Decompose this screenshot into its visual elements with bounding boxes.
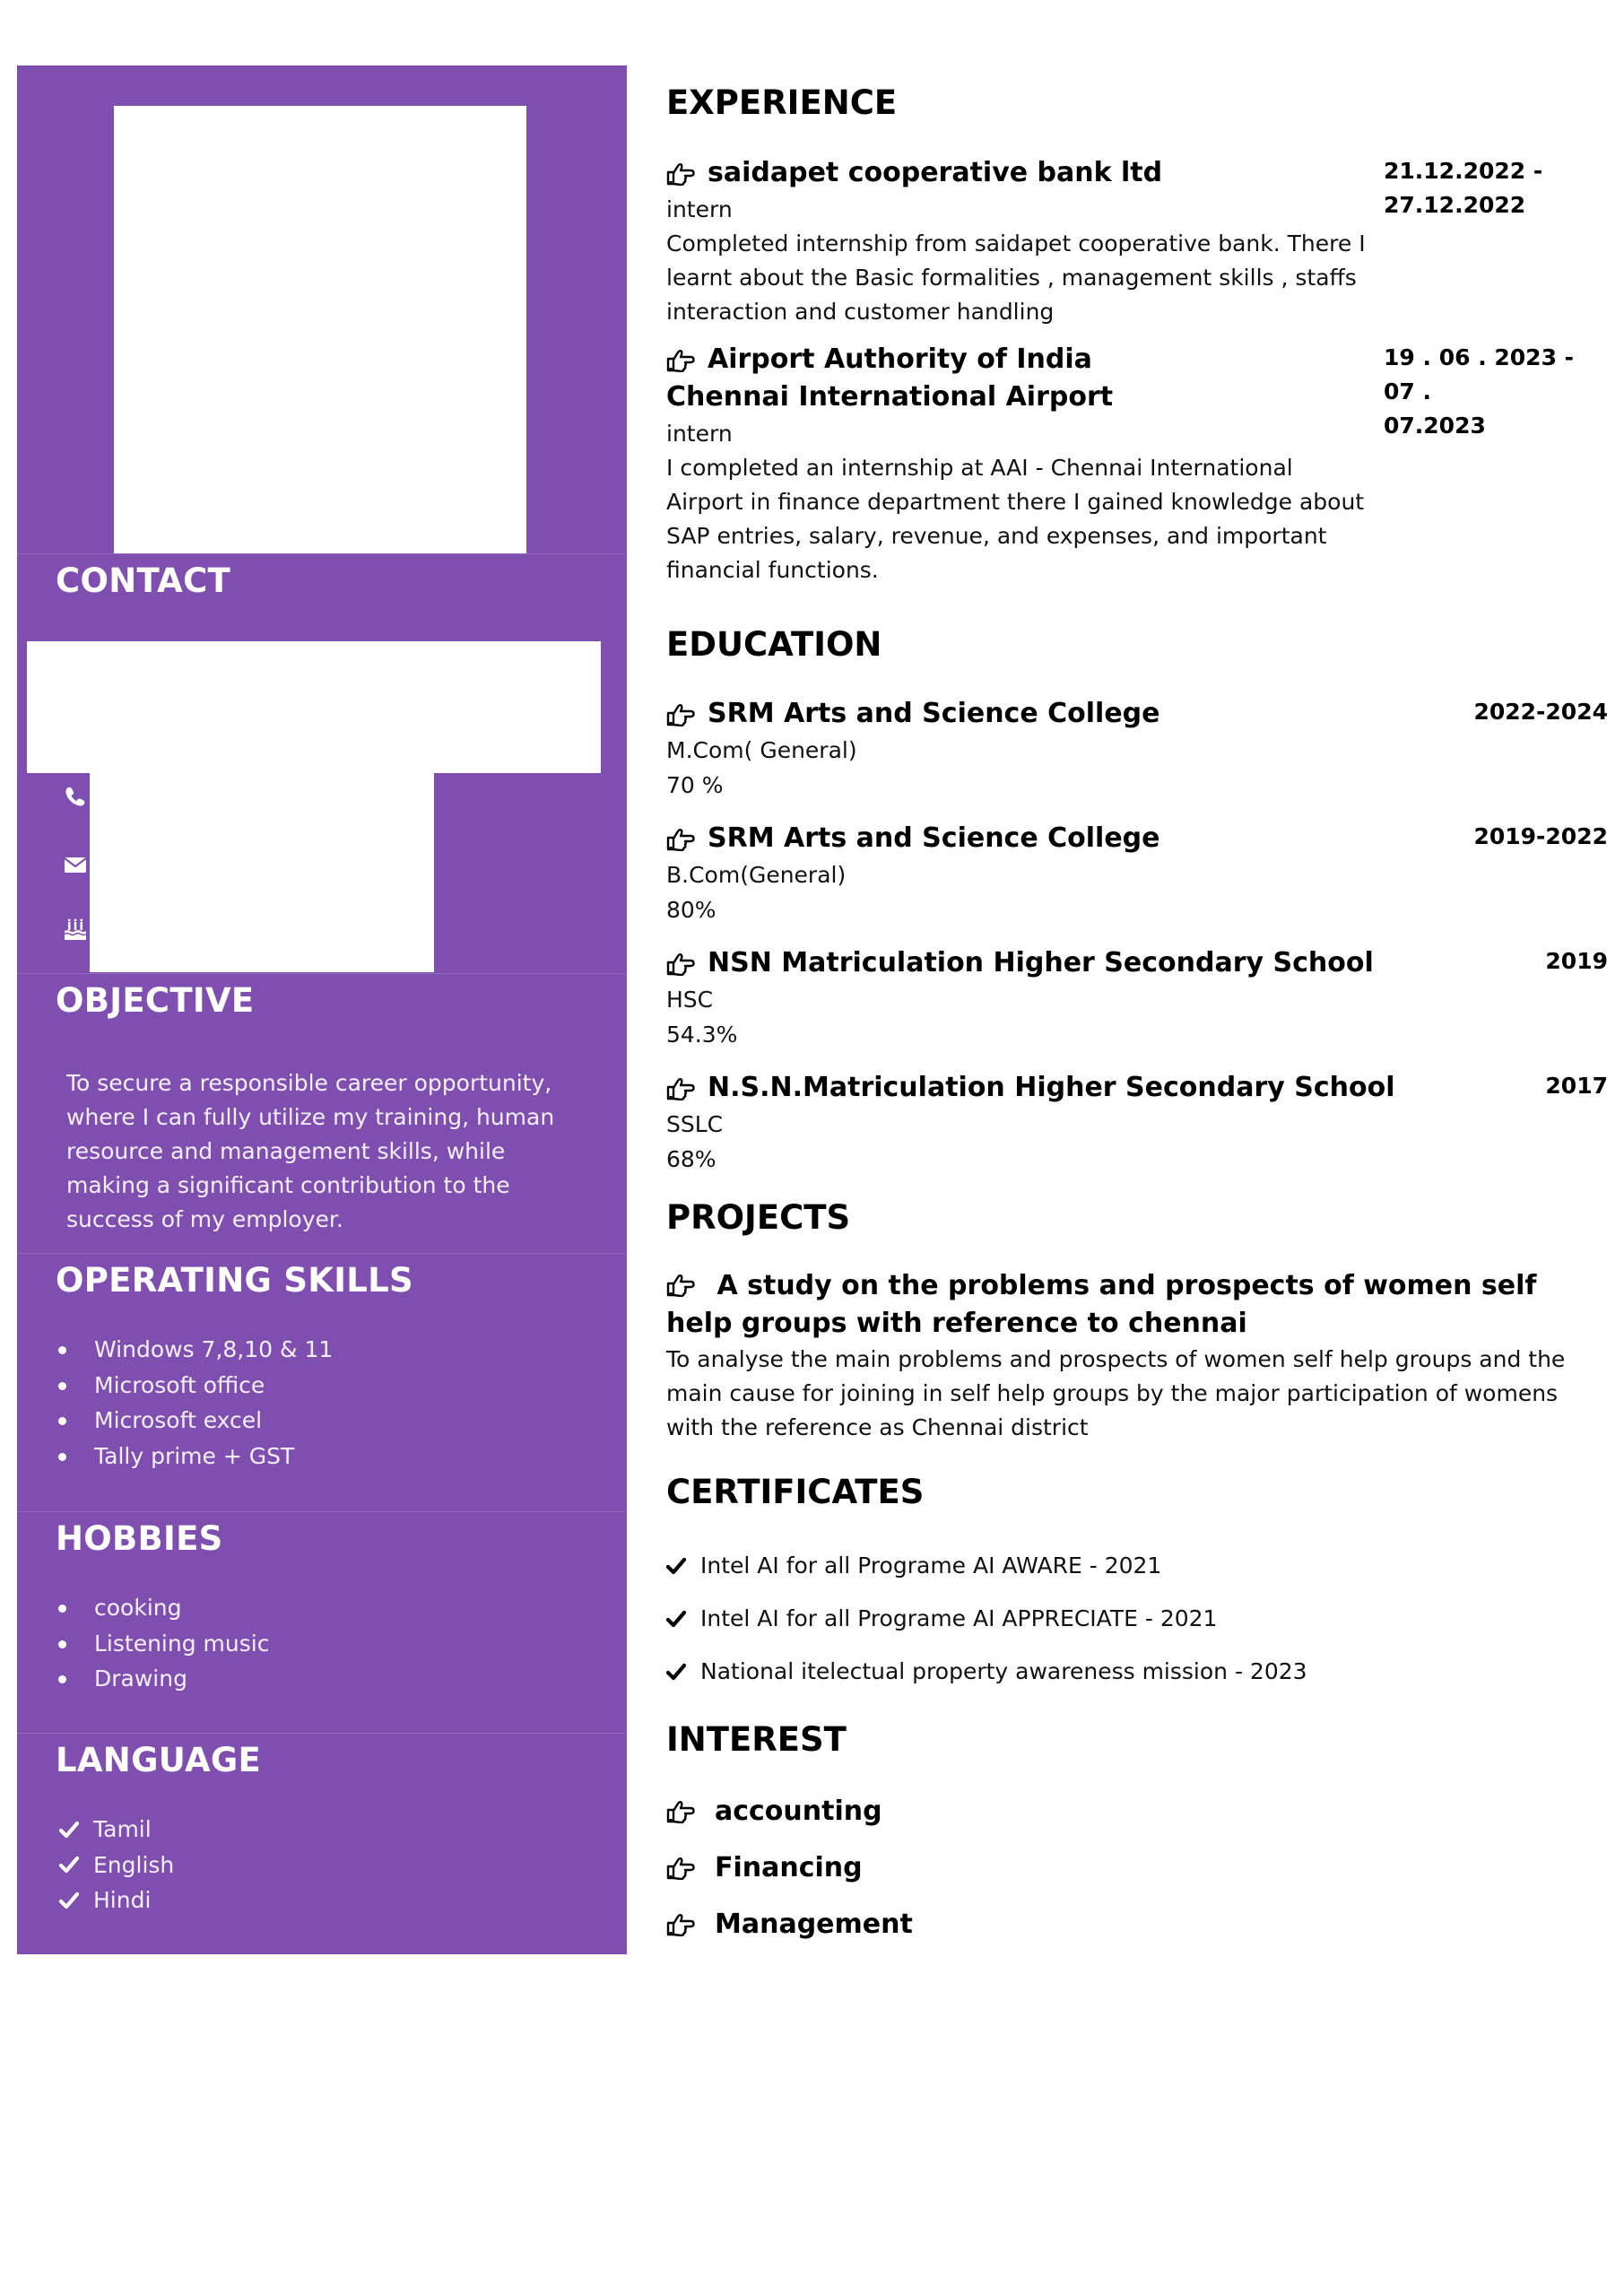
institution-label: SRM Arts and Science College	[708, 822, 1160, 854]
interest-item	[666, 1839, 913, 1896]
education-score: 80%	[666, 897, 716, 923]
divider	[17, 553, 627, 554]
education-degree: SSLC	[666, 1111, 724, 1137]
hobbies-heading: HOBBIES	[56, 1519, 223, 1558]
date-line: 19 . 06 . 2023 - 07 .	[1384, 344, 1575, 404]
check-icon	[666, 1663, 686, 1681]
language-label: Hindi	[93, 1887, 152, 1913]
date-line: 27.12.2022	[1384, 192, 1526, 218]
date-line: 21.12.2022 -	[1384, 158, 1543, 184]
hobbies-list	[56, 1590, 269, 1697]
hand-pointing-right-icon	[666, 1800, 695, 1823]
experience-description: I completed an internship at AAI - Chennai International Airport in finance department there I gained knowledge about SAP entries, salary, revenue, and expenses, and important financial functions.	[666, 455, 1365, 583]
hand-pointing-right-icon	[666, 162, 695, 186]
divider	[17, 973, 627, 974]
projects-heading: PROJECTS	[666, 1198, 851, 1237]
education-institution	[666, 1069, 1608, 1107]
interest-label: Financing	[715, 1852, 863, 1883]
skill-item: Tally prime + GST	[56, 1439, 333, 1474]
interest-list	[666, 1783, 913, 1952]
language-item	[59, 1848, 174, 1883]
experience-item	[666, 154, 1608, 329]
language-item	[59, 1883, 174, 1918]
experience-org	[666, 341, 1375, 378]
education-heading: EDUCATION	[666, 625, 882, 664]
envelope-icon	[64, 853, 87, 876]
skill-item: Microsoft excel	[56, 1403, 333, 1439]
contact-values-redacted	[90, 773, 434, 972]
education-institution	[666, 695, 1608, 733]
operating-skills-list	[56, 1332, 333, 1474]
check-icon	[59, 1892, 79, 1909]
experience-heading: EXPERIENCE	[666, 83, 898, 122]
institution-label: N.S.N.Matriculation Higher Secondary School	[708, 1072, 1395, 1103]
hand-pointing-right-icon	[666, 952, 695, 976]
institution-label: SRM Arts and Science College	[708, 698, 1160, 729]
education-score: 70 %	[666, 772, 724, 798]
check-icon	[666, 1557, 686, 1575]
hand-pointing-right-icon	[666, 1857, 695, 1880]
education-years: 2017	[1545, 1073, 1608, 1099]
experience-item	[666, 341, 1608, 587]
project-item	[666, 1267, 1608, 1445]
education-item	[666, 944, 1608, 1052]
hand-pointing-right-icon	[666, 1274, 695, 1297]
date-line: 07.2023	[1384, 413, 1486, 439]
certificates-list	[666, 1539, 1307, 1698]
project-description: To analyse the main problems and prospects of women self help groups and the main cause for joining in self help groups by the major participation of womens with the reference as Chennai district	[666, 1346, 1566, 1440]
experience-org	[666, 154, 1366, 192]
language-item	[59, 1812, 174, 1848]
operating-skills-heading: OPERATING SKILLS	[56, 1261, 414, 1300]
experience-role: intern	[666, 421, 733, 447]
language-heading: LANGUAGE	[56, 1741, 262, 1779]
contact-details-redacted	[27, 641, 601, 773]
interest-label: accounting	[715, 1796, 882, 1827]
interest-item	[666, 1896, 913, 1952]
divider	[17, 1511, 627, 1512]
language-list	[59, 1812, 174, 1918]
hand-pointing-right-icon	[666, 349, 695, 372]
hobby-item: Drawing	[56, 1661, 269, 1697]
education-score: 54.3%	[666, 1022, 738, 1048]
interest-label: Management	[715, 1909, 913, 1940]
hobby-item: Listening music	[56, 1626, 269, 1662]
divider	[17, 1733, 627, 1734]
education-item	[666, 1069, 1608, 1177]
hand-pointing-right-icon	[666, 703, 695, 726]
interest-item	[666, 1783, 913, 1839]
certificate-item	[666, 1645, 1307, 1698]
project-title	[666, 1267, 1608, 1343]
contact-heading: CONTACT	[56, 561, 231, 600]
check-icon	[59, 1821, 79, 1839]
hand-pointing-right-icon	[666, 1913, 695, 1936]
experience-org-label: Airport Authority of India	[708, 344, 1092, 375]
education-item	[666, 695, 1608, 803]
birthday-cake-icon	[64, 918, 87, 941]
language-label: English	[93, 1851, 175, 1878]
education-years: 2019	[1545, 948, 1608, 974]
skill-item: Windows 7,8,10 & 11	[56, 1332, 333, 1368]
education-institution	[666, 820, 1608, 857]
skill-item: Microsoft office	[56, 1368, 333, 1404]
certificates-heading: CERTIFICATES	[666, 1473, 925, 1511]
experience-date	[1384, 341, 1608, 443]
education-item	[666, 820, 1608, 927]
experience-org-label: saidapet cooperative bank ltd	[708, 157, 1163, 188]
sidebar	[17, 65, 627, 1954]
education-years: 2019-2022	[1473, 823, 1608, 849]
experience-role: intern	[666, 196, 733, 222]
project-title-label: A study on the problems and prospects of women self help groups with reference to chennai	[666, 1270, 1537, 1339]
certificate-item	[666, 1539, 1307, 1592]
education-score: 68%	[666, 1146, 716, 1172]
education-degree: M.Com( General)	[666, 737, 857, 763]
check-icon	[59, 1856, 79, 1874]
check-icon	[666, 1610, 686, 1628]
hobby-item: cooking	[56, 1590, 269, 1626]
experience-org-line2: Chennai International Airport	[666, 381, 1114, 413]
certificate-label: Intel AI for all Programe AI APPRECIATE - 2021	[700, 1605, 1218, 1631]
education-years: 2022-2024	[1473, 699, 1608, 725]
certificate-label: Intel AI for all Programe AI AWARE - 2021	[700, 1552, 1162, 1578]
objective-text: To secure a responsible career opportunity, where I can fully utilize my training, human resource and management skills, while making a significant contribution to the success of my employer.	[66, 1070, 555, 1232]
experience-date	[1384, 154, 1542, 222]
interest-heading: INTEREST	[666, 1720, 847, 1759]
hand-pointing-right-icon	[666, 1077, 695, 1100]
education-institution	[666, 944, 1608, 982]
certificate-label: National itelectual property awareness mission - 2023	[700, 1658, 1307, 1684]
education-degree: B.Com(General)	[666, 862, 847, 888]
objective-heading: OBJECTIVE	[56, 981, 255, 1020]
institution-label: NSN Matriculation Higher Secondary School	[708, 947, 1374, 978]
education-degree: HSC	[666, 987, 714, 1013]
hand-pointing-right-icon	[666, 828, 695, 851]
certificate-item	[666, 1592, 1307, 1645]
profile-photo	[114, 106, 526, 554]
language-label: Tamil	[93, 1816, 152, 1842]
divider	[17, 1253, 627, 1254]
experience-description: Completed internship from saidapet cooperative bank. There I learnt about the Basic formalities , management skills , staffs interaction and customer handling	[666, 230, 1366, 325]
phone-icon	[64, 785, 87, 808]
